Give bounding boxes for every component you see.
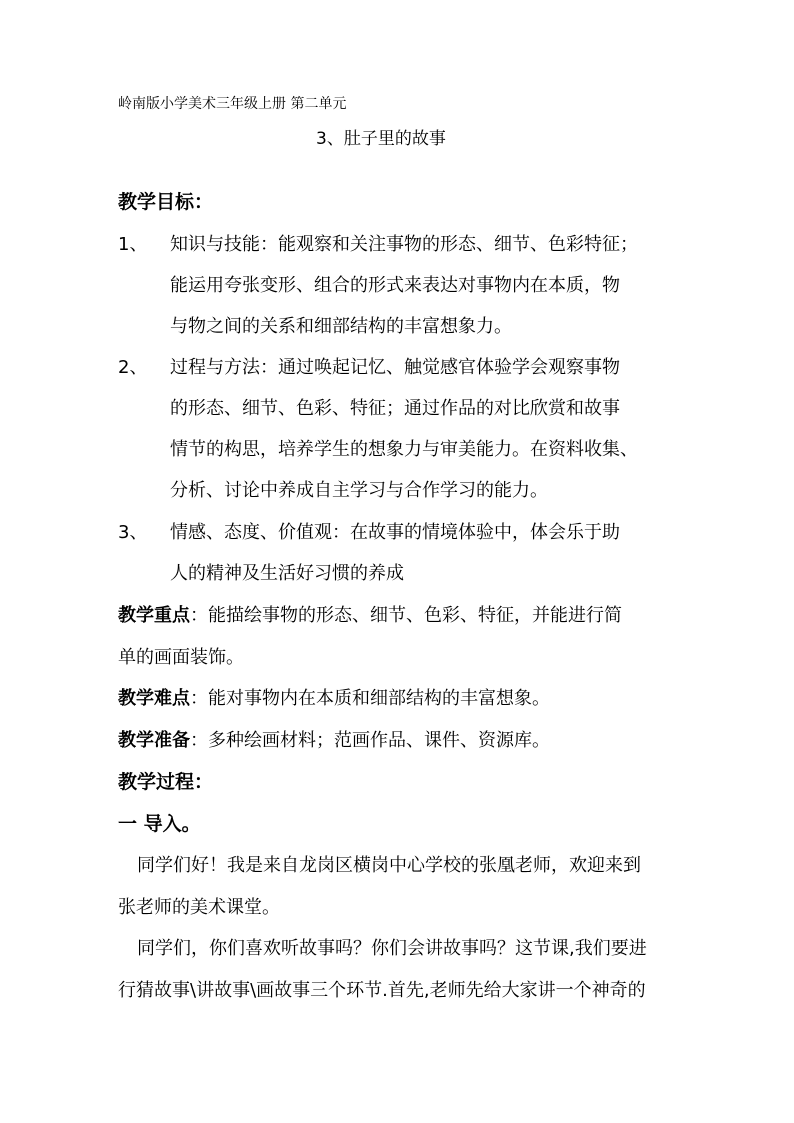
teaching-focus-label: 教学重点 [118,605,190,626]
document-header: 岭南版小学美术三年级上册 第二单元 [118,96,347,112]
teaching-difficulty [118,690,550,708]
goal-line: 情节的构思，培养学生的想象力与审美能力。在资料收集、 [170,439,638,460]
teaching-preparation [118,732,550,750]
goal-line: 过程与方法：通过唤起记忆、触觉感官体验学会观察事物 [170,357,620,378]
goal-number: 3、 [118,522,148,543]
paragraph-line: 同学们，你们喜欢听故事吗？你们会讲故事吗？这节课,我们要进 [137,938,647,959]
teaching-preparation-text: ：多种绘画材料；范画作品、课件、资源库。 [190,730,550,751]
goal-number: 2、 [118,357,148,378]
goal-line: 的形态、细节、色彩、特征；通过作品的对比欣赏和故事 [170,398,620,419]
section-heading: 一 导入。 [118,813,201,835]
teaching-focus-continued: 单的画面装饰。 [118,647,244,668]
goal-line: 人的精神及生活好习惯的养成 [170,563,404,584]
paragraph-line: 张老师的美术课堂。 [118,897,280,918]
teaching-difficulty-label: 教学难点 [118,688,190,709]
goal-line: 分析、讨论中养成自主学习与合作学习的能力。 [170,480,548,501]
process-heading: 教学过程： [118,771,214,793]
goal-line: 情感、态度、价值观：在故事的情境体验中，体会乐于助 [170,522,620,543]
teaching-focus [118,607,622,625]
teaching-difficulty-text: ：能对事物内在本质和细部结构的丰富想象。 [190,688,550,709]
goal-line: 知识与技能：能观察和关注事物的形态、细节、色彩特征； [170,234,638,255]
paragraph-line: 行猜故事\讲故事\画故事三个环节.首先,老师先给大家讲一个神奇的 [118,980,646,1001]
goal-number: 1、 [118,234,148,255]
document-title: 3、肚子里的故事 [316,129,446,149]
teaching-focus-text: ：能描绘事物的形态、细节、色彩、特征，并能进行简 [190,605,622,626]
goals-heading: 教学目标： [118,191,214,213]
paragraph-line: 同学们好！我是来自龙岗区横岗中心学校的张凰老师，欢迎来到 [137,855,641,876]
goal-line: 能运用夸张变形、组合的形式来表达对事物内在本质，物 [170,275,620,296]
goal-line: 与物之间的关系和细部结构的丰富想象力。 [170,316,512,337]
teaching-preparation-label: 教学准备 [118,730,190,751]
